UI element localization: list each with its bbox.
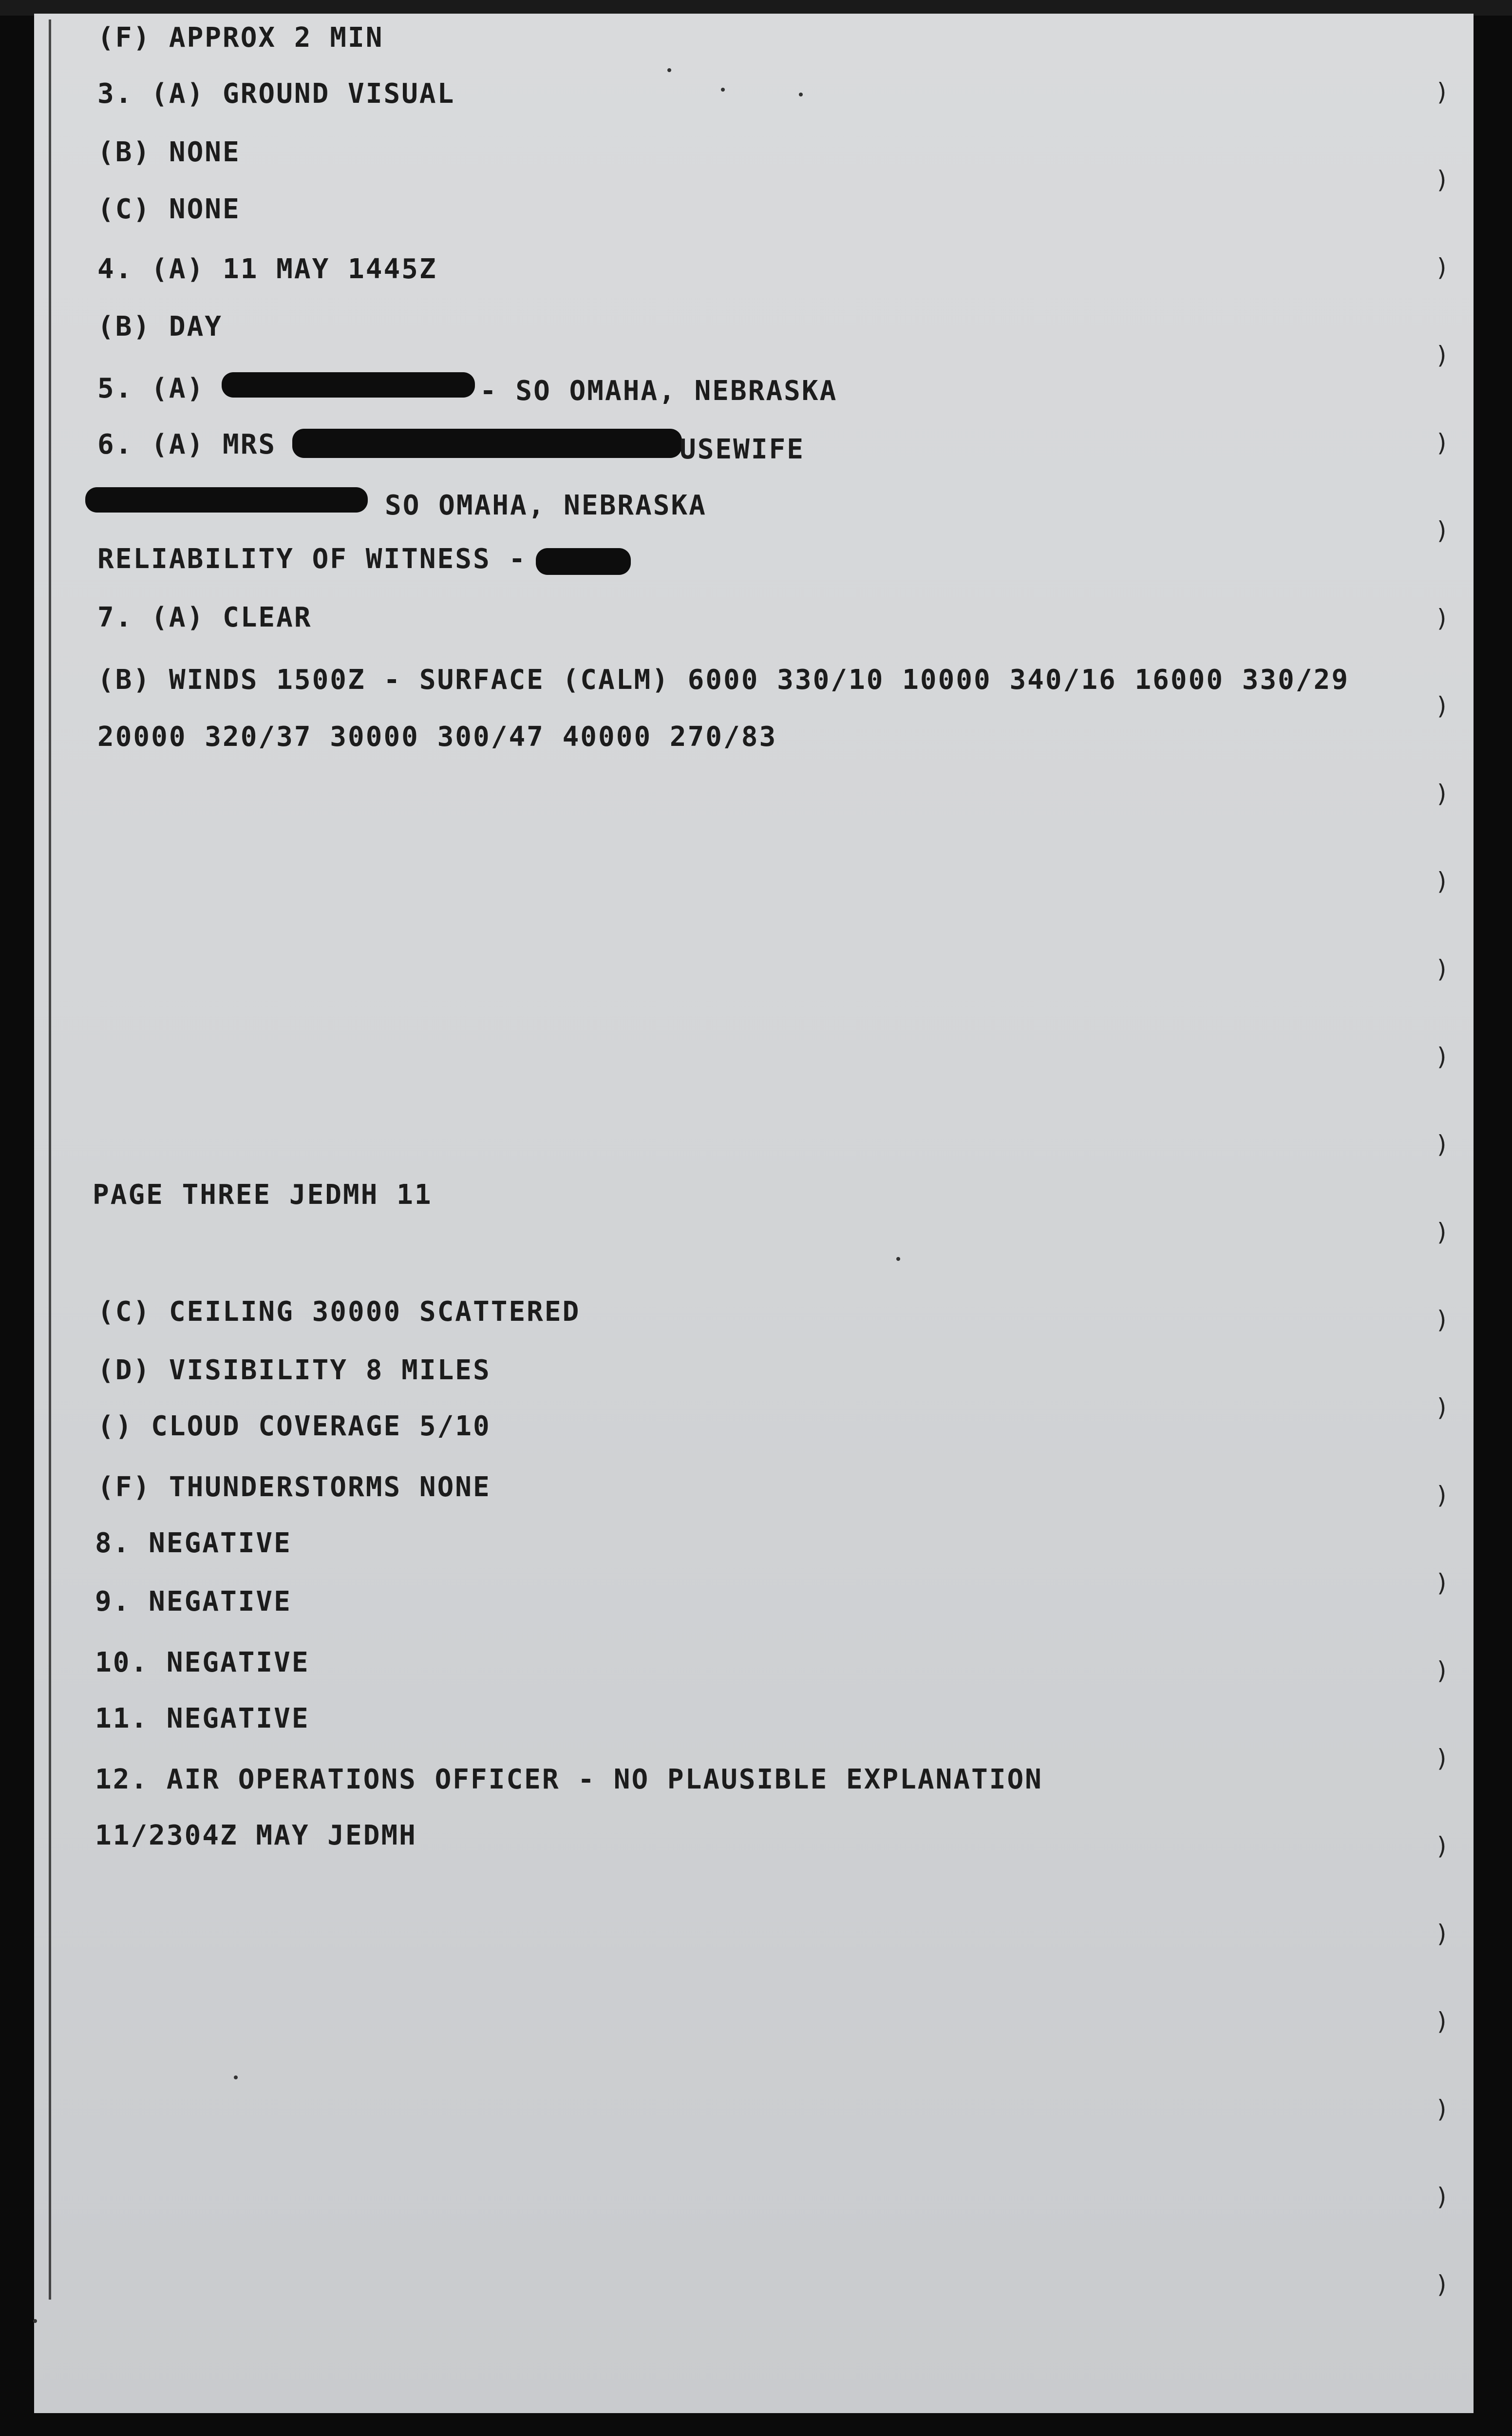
redaction-bar	[222, 372, 475, 398]
page-header: PAGE THREE JEDMH 11	[93, 1179, 433, 1211]
line-reliability: RELIABILITY OF WITNESS -	[97, 543, 527, 575]
margin-mark: )	[1437, 253, 1447, 282]
line-6a-occupation: USEWIFE	[680, 434, 805, 465]
line-dtg-signoff: 11/2304Z MAY JEDMH	[95, 1820, 417, 1851]
line-3b-none: (B) NONE	[97, 136, 241, 168]
margin-mark: )	[1437, 692, 1447, 720]
left-margin-rule	[49, 19, 51, 2300]
margin-mark: )	[1437, 2270, 1447, 2299]
line-7e-cloud-coverage: () CLOUD COVERAGE 5/10	[97, 1410, 491, 1442]
margin-mark: )	[1437, 1920, 1447, 1948]
redaction-bar	[536, 548, 631, 575]
margin-mark: )	[1437, 429, 1447, 457]
margin-mark: )	[1437, 1306, 1447, 1334]
line-4b-day: (B) DAY	[97, 311, 223, 343]
line-5a-label: 5. (A)	[97, 373, 205, 404]
scan-bottom-edge	[0, 2413, 1512, 2436]
line-7d-visibility: (D) VISIBILITY 8 MILES	[97, 1354, 491, 1386]
line-7c-ceiling: (C) CEILING 30000 SCATTERED	[97, 1296, 581, 1328]
margin-mark: )	[1437, 1393, 1447, 1422]
margin-mark: )	[1437, 166, 1447, 194]
line-3c-none: (C) NONE	[97, 193, 241, 225]
line-9-negative: 9. NEGATIVE	[95, 1586, 292, 1618]
margin-mark: )	[1437, 1569, 1447, 1597]
margin-mark: )	[1437, 955, 1447, 983]
margin-mark: )	[1437, 1043, 1447, 1071]
scan-speck	[721, 88, 725, 92]
line-10-negative: 10. NEGATIVE	[95, 1647, 310, 1678]
line-7f-thunderstorms: (F) THUNDERSTORMS NONE	[97, 1471, 491, 1503]
line-6a-label: 6. (A) MRS	[97, 429, 277, 460]
redaction-bar	[292, 429, 682, 458]
scan-speck	[896, 1257, 900, 1261]
line-11-negative: 11. NEGATIVE	[95, 1703, 310, 1734]
line-4a-date: 4. (A) 11 MAY 1445Z	[97, 253, 437, 285]
margin-mark: )	[1437, 2007, 1447, 2036]
line-12-explanation: 12. AIR OPERATIONS OFFICER - NO PLAUSIBLE EXPLANATION	[95, 1764, 1043, 1795]
scan-speck	[33, 2319, 37, 2323]
line-address-location: SO OMAHA, NEBRASKA	[385, 490, 707, 521]
line-8-negative: 8. NEGATIVE	[95, 1527, 292, 1559]
margin-mark: )	[1437, 1744, 1447, 1772]
margin-mark: )	[1437, 1130, 1447, 1159]
margin-mark: )	[1437, 604, 1447, 632]
line-7b-winds: (B) WINDS 1500Z - SURFACE (CALM) 6000 330/10 10000 340/16 16000 330/29	[97, 664, 1350, 696]
redaction-bar	[85, 487, 368, 513]
margin-mark: )	[1437, 341, 1447, 369]
scan-speck	[667, 68, 671, 72]
line-5a-location: - SO OMAHA, NEBRASKA	[480, 375, 838, 407]
margin-mark: )	[1437, 1656, 1447, 1685]
margin-mark: )	[1437, 78, 1447, 106]
margin-mark: )	[1437, 2095, 1447, 2123]
scan-speck	[799, 93, 803, 96]
margin-mark: )	[1437, 867, 1447, 895]
margin-mark: )	[1437, 780, 1447, 808]
margin-mark: )	[1437, 1832, 1447, 1860]
line-7a-clear: 7. (A) CLEAR	[97, 602, 312, 633]
margin-mark: )	[1437, 1481, 1447, 1509]
margin-mark: )	[1437, 2183, 1447, 2211]
margin-mark: )	[1437, 516, 1447, 545]
margin-mark: )	[1437, 1218, 1447, 1246]
line-f-approx: (F) APPROX 2 MIN	[97, 22, 384, 54]
scan-speck	[234, 2075, 238, 2079]
line-7b-winds-cont: 20000 320/37 30000 300/47 40000 270/83	[97, 721, 777, 753]
line-3a-ground-visual: 3. (A) GROUND VISUAL	[97, 78, 455, 110]
